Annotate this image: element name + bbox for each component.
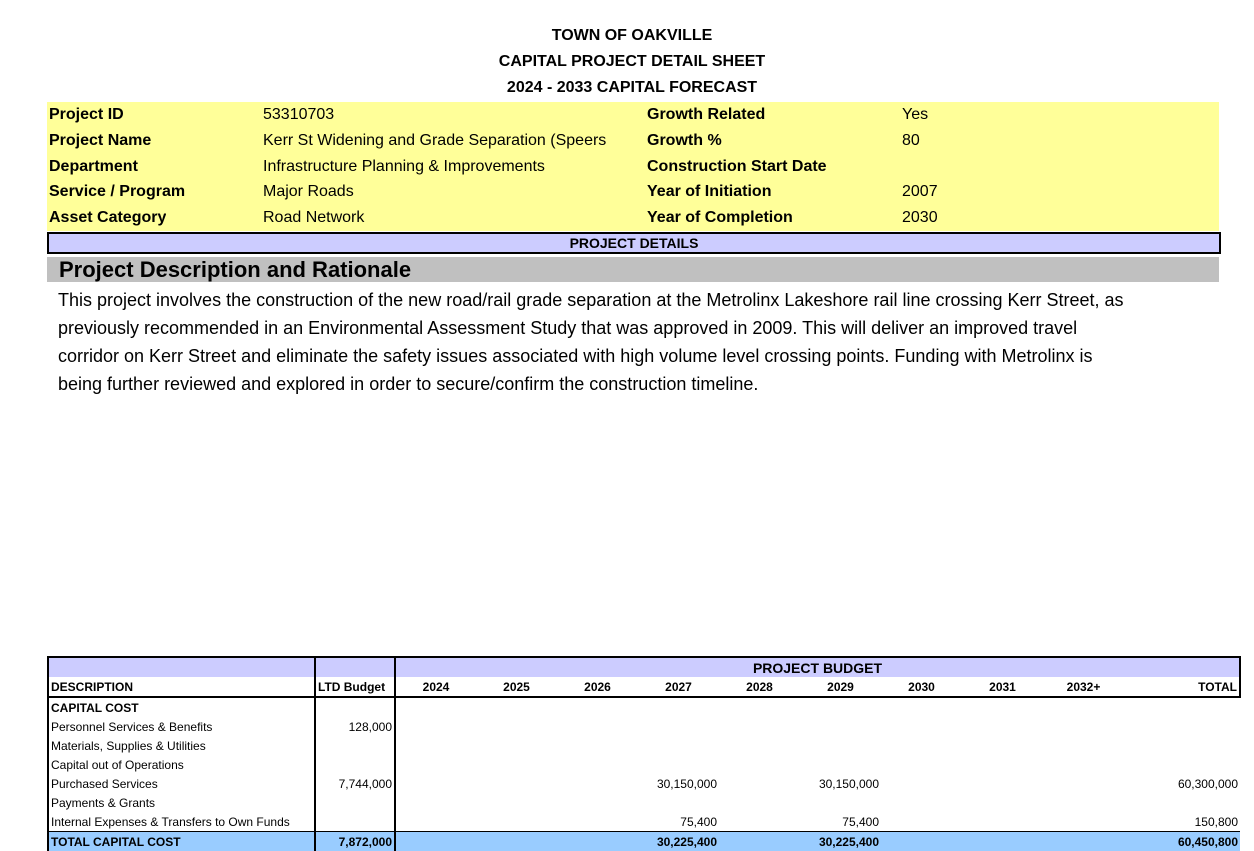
total-2024 (395, 832, 476, 851)
cell-2029 (800, 736, 881, 755)
table-row (48, 774, 1240, 793)
project-info-panel (47, 102, 1219, 231)
project-description: This project involves the construction of the new road/rail grade separation at the Metrolinx Lakeshore rail line crossing Kerr Street, as previously recommended in an Environmental Assessment Study that was approved in 2009. This will deliver an improved travel corridor on Kerr Street and eliminate the safety issues associated with high volume level crossing points. Funding with Metrolinx is being further reviewed and explored in order to secure/confirm the construction timeline. (58, 286, 1128, 398)
budget-table (47, 656, 1241, 851)
cell-2026 (557, 774, 638, 793)
cell-total (1124, 717, 1240, 736)
cell-2027: 30,150,000 (638, 774, 719, 793)
total-2030 (881, 832, 962, 851)
service-label: Service / Program (49, 183, 185, 201)
cell-2026 (557, 736, 638, 755)
row-desc: Internal Expenses & Transfers to Own Funds (48, 812, 315, 832)
cell-total: 150,800 (1124, 812, 1240, 832)
growth-pct-value: 80 (902, 132, 920, 150)
growth-related-label: Growth Related (647, 106, 765, 124)
department-label: Department (49, 158, 138, 176)
table-row (48, 717, 1240, 736)
cell-2027 (638, 755, 719, 774)
cell-2029 (800, 717, 881, 736)
cell-2031 (962, 793, 1043, 812)
cell-2031 (962, 774, 1043, 793)
cell-2030 (881, 717, 962, 736)
cell-2028 (719, 736, 800, 755)
header-forecast: 2024 - 2033 CAPITAL FORECAST (0, 79, 1254, 97)
cell-2027 (638, 717, 719, 736)
section-title (47, 257, 1219, 282)
cell-2031 (962, 717, 1043, 736)
row-ltd (315, 755, 395, 774)
cell-2026 (557, 717, 638, 736)
cell-2026 (557, 755, 638, 774)
section-title-text: Project Description and Rationale (47, 257, 411, 282)
cell-2032 (1043, 793, 1124, 812)
cell-2031 (962, 755, 1043, 774)
cell-2024 (395, 736, 476, 755)
year-initiation-value: 2007 (902, 183, 938, 201)
cell-2024 (395, 755, 476, 774)
cell-2032 (1043, 755, 1124, 774)
cell-2029: 30,150,000 (800, 774, 881, 793)
cell-2029 (800, 755, 881, 774)
table-row (48, 755, 1240, 774)
total-2025 (476, 832, 557, 851)
cell-2025 (476, 755, 557, 774)
col-total: TOTAL (1124, 677, 1240, 697)
cell-2029: 75,400 (800, 812, 881, 832)
total-total: 60,450,800 (1124, 832, 1240, 851)
cell-total (1124, 793, 1240, 812)
row-ltd (315, 736, 395, 755)
cell-total (1124, 755, 1240, 774)
cell-2024 (395, 793, 476, 812)
cell-2025 (476, 717, 557, 736)
cell-2028 (719, 793, 800, 812)
table-row (48, 812, 1240, 832)
cell-2032 (1043, 812, 1124, 832)
asset-category-label: Asset Category (49, 209, 166, 227)
cell-2030 (881, 793, 962, 812)
asset-category-value: Road Network (263, 209, 643, 227)
project-budget-label: PROJECT BUDGET (395, 657, 1240, 677)
cell-2031 (962, 812, 1043, 832)
project-name-label: Project Name (49, 132, 151, 150)
row-desc: Capital out of Operations (48, 755, 315, 774)
budget-column-headers (48, 677, 1240, 697)
growth-related-value: Yes (902, 106, 928, 124)
cell-2028 (719, 755, 800, 774)
capital-cost-section-row (48, 697, 1240, 717)
total-ltd: 7,872,000 (315, 832, 395, 851)
table-row (48, 736, 1240, 755)
cell-2026 (557, 793, 638, 812)
budget-header-band (48, 657, 1240, 677)
row-desc: Payments & Grants (48, 793, 315, 812)
cell-2025 (476, 736, 557, 755)
year-initiation-label: Year of Initiation (647, 183, 771, 201)
cell-2027 (638, 793, 719, 812)
col-2024: 2024 (395, 677, 476, 697)
total-capital-cost-row (48, 832, 1240, 851)
col-description: DESCRIPTION (48, 677, 315, 697)
table-row (48, 793, 1240, 812)
cell-2024 (395, 812, 476, 832)
capital-cost-label: CAPITAL COST (48, 697, 315, 717)
col-2026: 2026 (557, 677, 638, 697)
col-2031: 2031 (962, 677, 1043, 697)
total-desc: TOTAL CAPITAL COST (48, 832, 315, 851)
project-details-bar: PROJECT DETAILS (47, 232, 1221, 254)
cell-total (1124, 736, 1240, 755)
total-2031 (962, 832, 1043, 851)
header-town: TOWN OF OAKVILLE (0, 27, 1254, 45)
cell-2031 (962, 736, 1043, 755)
total-2028 (719, 832, 800, 851)
growth-pct-label: Growth % (647, 132, 722, 150)
row-ltd: 7,744,000 (315, 774, 395, 793)
total-2027: 30,225,400 (638, 832, 719, 851)
row-desc: Materials, Supplies & Utilities (48, 736, 315, 755)
cell-2028 (719, 717, 800, 736)
col-ltd-budget: LTD Budget (315, 677, 395, 697)
cell-2025 (476, 812, 557, 832)
cell-2030 (881, 755, 962, 774)
total-2026 (557, 832, 638, 851)
project-id-value: 53310703 (263, 106, 643, 124)
cell-2025 (476, 793, 557, 812)
header-sheet-title: CAPITAL PROJECT DETAIL SHEET (0, 53, 1254, 71)
cell-2024 (395, 717, 476, 736)
col-2029: 2029 (800, 677, 881, 697)
service-value: Major Roads (263, 183, 643, 201)
cell-2026 (557, 812, 638, 832)
project-id-label: Project ID (49, 106, 124, 124)
project-name-value: Kerr St Widening and Grade Separation (Speers (263, 132, 643, 150)
row-ltd (315, 812, 395, 832)
cell-2030 (881, 736, 962, 755)
cell-2032 (1043, 736, 1124, 755)
cell-2029 (800, 793, 881, 812)
row-desc: Personnel Services & Benefits (48, 717, 315, 736)
col-2032-plus: 2032+ (1043, 677, 1124, 697)
year-completion-label: Year of Completion (647, 209, 793, 227)
col-2028: 2028 (719, 677, 800, 697)
cell-2030 (881, 774, 962, 793)
cell-total: 60,300,000 (1124, 774, 1240, 793)
col-2025: 2025 (476, 677, 557, 697)
total-2032 (1043, 832, 1124, 851)
row-ltd: 128,000 (315, 717, 395, 736)
cell-2025 (476, 774, 557, 793)
cell-2032 (1043, 774, 1124, 793)
cell-2027 (638, 736, 719, 755)
cell-2027: 75,400 (638, 812, 719, 832)
cell-2028 (719, 812, 800, 832)
cell-2024 (395, 774, 476, 793)
row-desc: Purchased Services (48, 774, 315, 793)
total-2029: 30,225,400 (800, 832, 881, 851)
cell-2032 (1043, 717, 1124, 736)
col-2027: 2027 (638, 677, 719, 697)
cell-2030 (881, 812, 962, 832)
col-2030: 2030 (881, 677, 962, 697)
department-value: Infrastructure Planning & Improvements (263, 158, 643, 176)
year-completion-value: 2030 (902, 209, 938, 227)
construction-start-label: Construction Start Date (647, 158, 827, 176)
cell-2028 (719, 774, 800, 793)
row-ltd (315, 793, 395, 812)
